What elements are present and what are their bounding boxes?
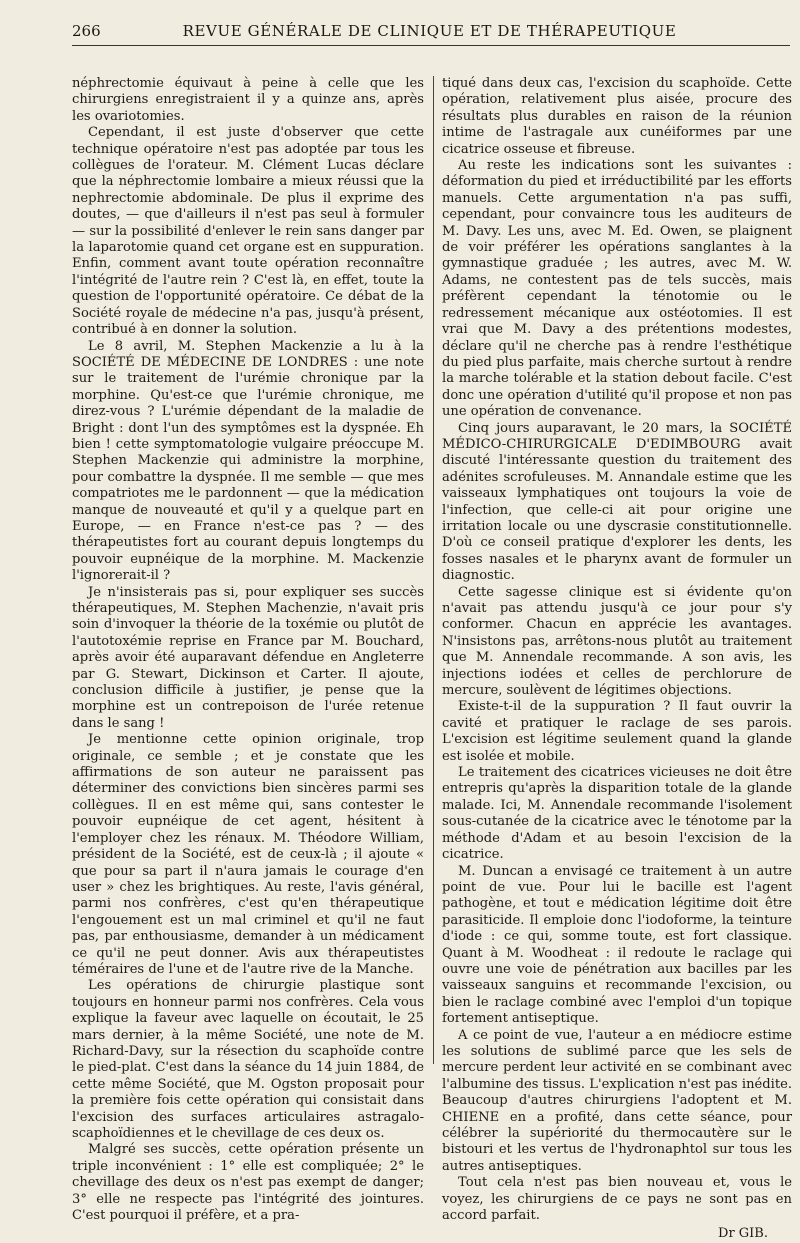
paragraph: Le 8 avril, M. Stephen Mackenzie a lu à la SOCIÉTÉ DE MÉDECINE DE LONDRES : une note sur le traitement de l'urémie chronique par la morphine. Qu'est-ce que l'urémie chronique, me direz-vous ? L'urémie dépendant de la maladie de Bright : dont l'un des symptômes est la dyspnée. Eh bien ! cette symptomatologie vulgaire préoccupe M. Stephen Mackenzie qui administre la morphine, pour combattre la dyspnée. Il me semble — que mes compatriotes me le pardonnent — que la médication manque de nouveauté et qu'il y a quelque part en Europe, — en France n'est-ce pas ? — des thérapeutistes fort au courant depuis longtemps du pouvoir eupnéique de la morphine. M. Mackenzie l'ignorerait-il ? (72, 338, 424, 584)
paragraph: M. Duncan a envisagé ce traitement à un autre point de vue. Pour lui le bacille est l'agent pathogène, et tout e médication légitime doit être parasiticide. Il emploie donc l'iodoforme, la teinture d'iode : ce qui, somme toute, est fort classique. Quant à M. Woodheat : il redoute le raclage qui ouvre une voie de pénétration aux bacilles par les vaisseaux sanguins et recommande l'excision, ou bien le raclage combiné avec l'emploi d'un topique fortement antiseptique. (442, 863, 792, 1027)
paragraph: Le traitement des cicatrices vicieuses ne doit être entrepris qu'après la disparition totale de la glande malade. Ici, M. Annendale recommande l'isolement sous-cutanée de la cicatrice avec le ténotome par la méthode d'Adam et au besoin l'excision de la cicatrice. (442, 765, 792, 863)
paragraph: Cette sagesse clinique est si évidente qu'on n'avait pas attendu jusqu'à ce jour pour s'y conformer. Chacun en apprécie les avantages. N'insistons pas, arrêtons-nous plutôt au traitement que M. Annendale recommande. A son avis, les injections iodées et celles de perchlorure de mercure, soulèvent de légitimes objections. (442, 584, 792, 699)
right-column (442, 76, 792, 1243)
paragraph: Cependant, il est juste d'observer que cette technique opératoire n'est pas adoptée par tous les collègues de l'orateur. M. Clément Lucas déclare que la néphrectomie lombaire a mieux réussi que la nephrectomie abdominale. De plus il exprime des doutes, — que d'ailleurs il n'est pas seul à formuler — sur la possibilité d'enlever le rein sans danger par la laparotomie quand cet organe est en suppuration. Enfin, comment avant toute opération reconnaître l'intégrité de l'autre rein ? C'est là, en effet, toute la question de l'opportunité opératoire. Ce débat de la Société royale de médecine n'a pas, jusqu'à présent, contribué à en donner la solution. (72, 125, 424, 338)
paragraph: A ce point de vue, l'auteur a en médiocre estime les solutions de sublimé parce que les sels de mercure perdent leur activité en se combinant avec l'albumine des tissus. L'explication n'est pas inédite. Beaucoup d'autres chirurgiens l'adoptent et M. CHIENE en a profité, dans cette séance, pour célébrer la supériorité du thermocautère sur le bistouri et les vertus de l'hydronaphtol sur tous les autres antiseptiques. (442, 1027, 792, 1174)
header-rule (72, 45, 790, 46)
paragraph: Au reste les indications sont les suivantes : déformation du pied et irréductibilité par les efforts manuels. Cette argumentation n'a pas suffi, cependant, pour convaincre tous les auditeurs de M. Davy. Les uns, avec M. Ed. Owen, se plaignent de voir préférer les opérations sanglantes à la gymnastique graduée ; les autres, avec M. W. Adams, ne contestent pas de tels succès, mais préfèrent cependant la ténotomie ou le redressement mécanique aux ostéotomies. Il est vrai que M. Davy a des prétentions modestes, déclare qu'il ne cherche pas à rendre l'esthétique du pied plus parfaite, mais cherche surtout à rendre la marche tolérable et la station debout facile. C'est donc une opération d'utilité qu'il propose et non pas une opération de convenance. (442, 158, 792, 420)
paragraph: Malgré ses succès, cette opération présente un triple inconvénient : 1° elle est compliquée; 2° le chevillage des deux os n'est pas exempt de danger; 3° elle ne respecte pas l'intégrité des jointures. C'est pourquoi il préfère, et a pra- (72, 1142, 424, 1224)
paragraph: Cinq jours auparavant, le 20 mars, la SOCIÉTÉ MÉDICO-CHIRURGICALE D'EDIMBOURG avait discuté l'intéressante question du traitement des adénites scrofuleuses. M. Annandale estime que les vaisseaux lymphatiques ont toujours la voie de l'infection, que celle-ci ait pour origine une irritation locale ou une dyscrasie constitutionnelle. D'où ce conseil pratique d'explorer les dents, les fosses nasales et le pharynx avant de formuler un diagnostic. (442, 420, 792, 584)
left-column (72, 76, 424, 1224)
paragraph: Je n'insisterais pas si, pour expliquer ses succès thérapeutiques, M. Stephen Machenzie, n'avait pris soin d'invoquer la théorie de la toxémie ou plutôt de l'autotoxémie reprise en France par M. Bouchard, après avoir été auparavant défendue en Angleterre par G. Stewart, Dickinson et Carter. Il ajoute, conclusion difficile à justifier, je pense que la morphine est un contrepoison de l'urée retenue dans le sang ! (72, 584, 424, 731)
paragraph: néphrectomie équivaut à peine à celle que les chirurgiens enregistraient il y a quinze ans, après les ovariotomies. (72, 76, 424, 124)
page-number: 266 (72, 22, 101, 40)
running-title: REVUE GÉNÉRALE DE CLINIQUE ET DE THÉRAPEUTIQUE (182, 22, 677, 40)
page-header (72, 20, 787, 44)
author-signature: Dr GIB. (718, 1226, 768, 1242)
paragraph: tiqué dans deux cas, l'excision du scaphoïde. Cette opération, relativement plus aisée, procure des résultats plus durables en raison de la réunion intime de l'astragale aux cunéiformes par une cicatrice osseuse et fibreuse. (442, 76, 792, 157)
paragraph: Je mentionne cette opinion originale, trop originale, ce semble ; et je constate que les affirmations de son auteur ne paraissent pas déterminer des convictions bien sincères parmi ses collègues. Il en est même qui, sans contester le pouvoir eupnéique de cet agent, hésitent à l'employer chez les rénaux. M. Théodore William, président de la Société, est de ceux-là ; il ajoute « que pour sa part il n'aura jamais le courage d'en user » chez les brightiques. Au reste, l'avis général, parmi nos confrères, c'est qu'en thérapeutique l'engouement est un mal criminel et qu'il ne faut pas, par enthousiasme, demander à un médicament ce qu'il ne peut donner. Avis aux thérapeutistes téméraires de l'une et de l'autre rive de la Manche. (72, 732, 424, 977)
column-divider (433, 76, 434, 1064)
paragraph: Les opérations de chirurgie plastique sont toujours en honneur parmi nos confrères. Cela vous explique la faveur avec laquelle on écoutait, le 25 mars dernier, à la même Société, une note de M. Richard-Davy, sur la résection du scaphoïde contre le pied-plat. C'est dans la séance du 14 juin 1884, de cette même Société, que M. Ogston proposait pour la première fois cette opération qui consistait dans l'excision des surfaces articulaires astragalo-scaphoïdiennes et le chevillage de ces deux os. (72, 978, 424, 1141)
paragraph: Tout cela n'est pas bien nouveau et, vous le voyez, les chirurgiens de ce pays ne sont pas en accord parfait. (442, 1175, 792, 1224)
paragraph: Existe-t-il de la suppuration ? Il faut ouvrir la cavité et pratiquer le raclage de ses parois. L'excision est légitime seulement quand la glande est isolée et mobile. (442, 699, 792, 764)
